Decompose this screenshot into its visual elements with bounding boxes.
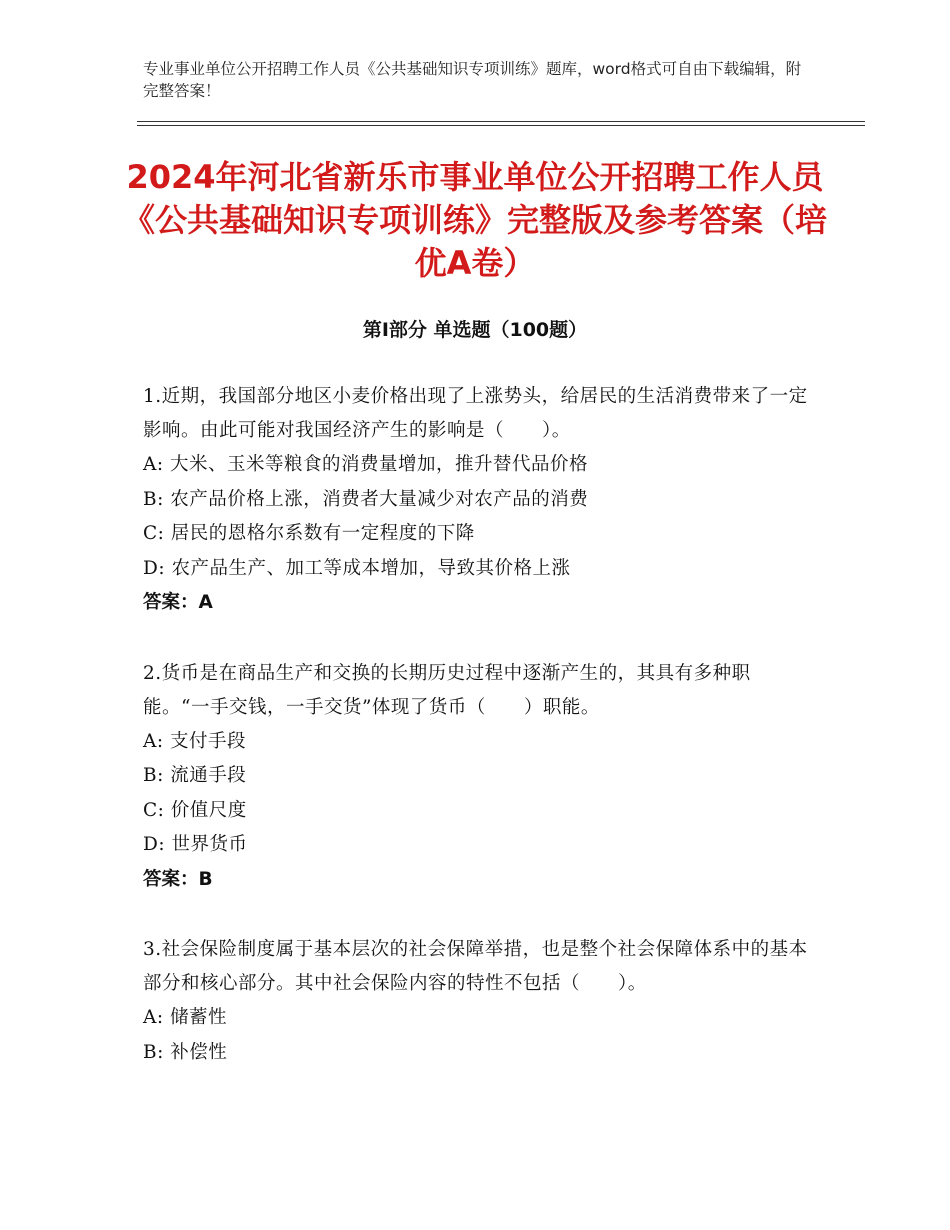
section-title: 第I部分 单选题（100题） [362,319,588,341]
question-stem: 2.货币是在商品生产和交换的长期历史过程中逐渐产生的，其具有多种职能。“一手交钱，一手交货”体现了货币（ ）职能。 [143,662,751,718]
header-note: 专业事业单位公开招聘工作人员《公共基础知识专项训练》题库，word格式可自由下载编辑，附完整答案！ [143,60,802,100]
answer: 答案：B [143,868,213,890]
option-b: B: 补偿性 [143,1041,228,1063]
header-divider-bottom [137,125,865,126]
answer: 答案：A [143,592,213,613]
option-a: A: 支付手段 [143,730,246,752]
question-3 [143,933,815,1070]
question-list [143,380,815,1070]
header-divider-top [137,121,865,122]
option-c: C: 居民的恩格尔系数有一定程度的下降 [143,523,475,544]
question-2 [143,657,815,898]
option-a: A: 储蓄性 [143,1007,227,1028]
question-stem: 1.近期，我国部分地区小麦价格出现了上涨势头，给居民的生活消费带来了一定影响。由此可能对我国经济产生的影响是（ ）。 [143,386,808,441]
option-b: B: 流通手段 [143,765,247,786]
option-d: D: 农产品生产、加工等成本增加，导致其价格上涨 [143,557,571,579]
question-spacer [143,621,815,657]
question-spacer [143,897,815,933]
document-title: 2024年河北省新乐市事业单位公开招聘工作人员《公共基础知识专项训练》完整版及参考答案（培优A卷） [122,158,827,282]
question-1 [143,380,815,621]
option-c: C: 价值尺度 [143,799,247,821]
option-d: D: 世界货币 [143,834,248,855]
option-b: B: 农产品价格上涨，消费者大量减少对农产品的消费 [143,488,589,510]
question-stem: 3.社会保险制度属于基本层次的社会保障举措，也是整个社会保障体系中的基本部分和核心部分。其中社会保险内容的特性不包括（ ）。 [143,939,808,994]
option-a: A: 大米、玉米等粮食的消费量增加，推升替代品价格 [143,454,588,475]
